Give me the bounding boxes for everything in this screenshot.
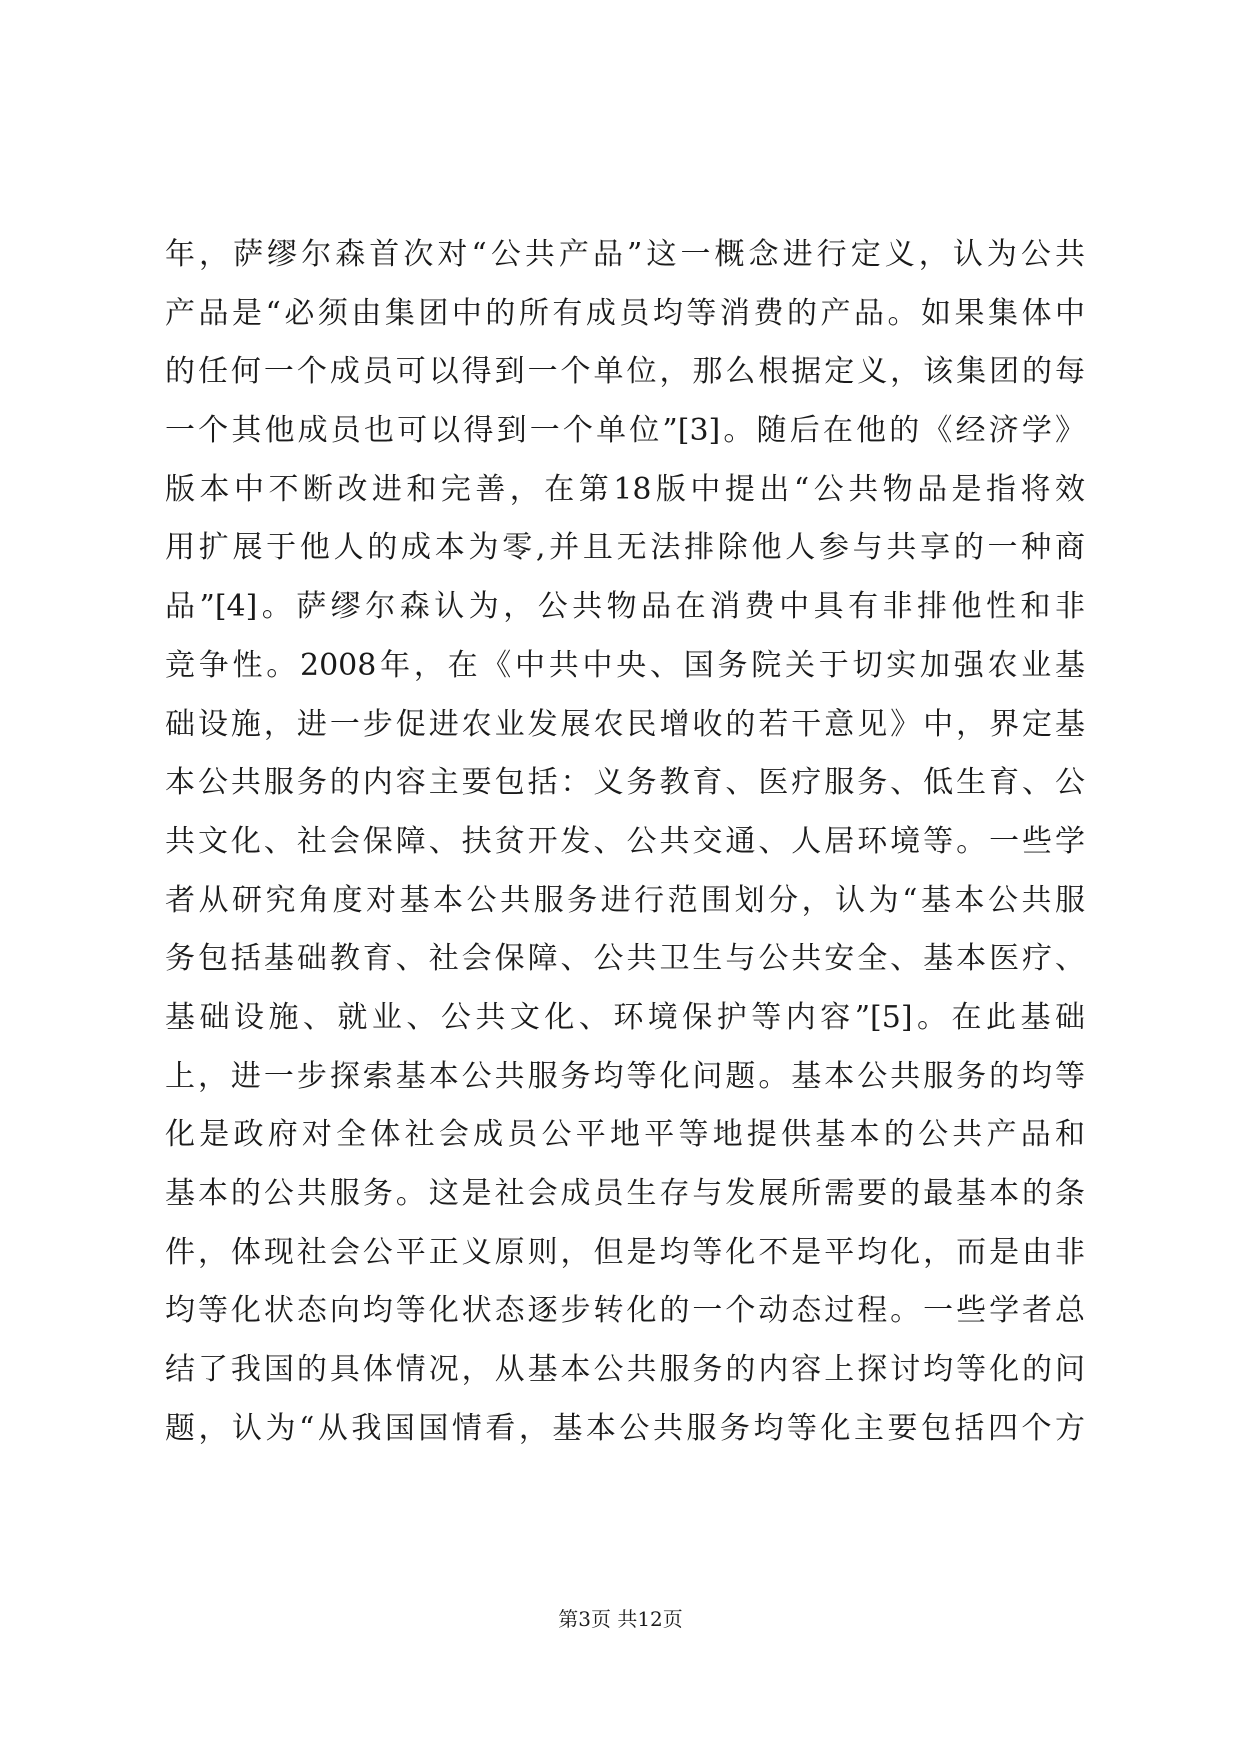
text-line: 件，体现社会公平正义原则，但是均等化不是平均化，而是由非 <box>165 1234 1085 1270</box>
text-line: 者从研究角度对基本公共服务进行范围划分，认为“基本公共服 <box>165 882 1085 918</box>
text-line: 化是政府对全体社会成员公平地平等地提供基本的公共产品和 <box>165 1117 1085 1153</box>
text-line: 版本中不断改进和完善，在第18版中提出“公共物品是指将效 <box>165 471 1085 507</box>
text-line: 本公共服务的内容主要包括：义务教育、医疗服务、低生育、公 <box>165 765 1085 801</box>
text-line: 的任何一个成员可以得到一个单位，那么根据定义，该集团的每 <box>165 354 1085 390</box>
text-line: 竞争性。2008年，在《中共中央、国务院关于切实加强农业基 <box>165 647 1085 683</box>
text-line: 共文化、社会保障、扶贫开发、公共交通、人居环境等。一些学 <box>165 823 1085 859</box>
text-line: 结了我国的具体情况，从基本公共服务的内容上探讨均等化的问 <box>165 1352 1085 1388</box>
page-number-label: 第3页 共12页 <box>558 1607 683 1631</box>
text-line: 基本的公共服务。这是社会成员生存与发展所需要的最基本的条 <box>165 1176 1085 1211</box>
text-line: 年，萨缪尔森首次对“公共产品”这一概念进行定义，认为公共 <box>165 237 1085 272</box>
text-line: 均等化状态向均等化状态逐步转化的一个动态过程。一些学者总 <box>165 1293 1085 1329</box>
text-line: 产品是“必须由集团中的所有成员均等消费的产品。如果集体中 <box>165 295 1085 331</box>
text-line: 品”[4]。萨缪尔森认为，公共物品在消费中具有非排他性和非 <box>165 589 1085 625</box>
text-line: 题，认为“从我国国情看，基本公共服务均等化主要包括四个方 <box>165 1410 1085 1446</box>
page-footer <box>0 1605 1241 1633</box>
text-line: 务包括基础教育、社会保障、公共卫生与公共安全、基本医疗、 <box>165 941 1085 977</box>
text-line: 上，进一步探索基本公共服务均等化问题。基本公共服务的均等 <box>165 1058 1085 1094</box>
body-text <box>165 226 1085 1458</box>
text-line: 础设施，进一步促进农业发展农民增收的若干意见》中，界定基 <box>165 706 1085 742</box>
text-line: 一个其他成员也可以得到一个单位”[3]。随后在他的《经济学》 <box>165 413 1085 449</box>
text-line: 基础设施、就业、公共文化、环境保护等内容”[5]。在此基础 <box>165 999 1085 1035</box>
text-line: 用扩展于他人的成本为零,并且无法排除他人参与共享的一种商 <box>165 530 1085 566</box>
